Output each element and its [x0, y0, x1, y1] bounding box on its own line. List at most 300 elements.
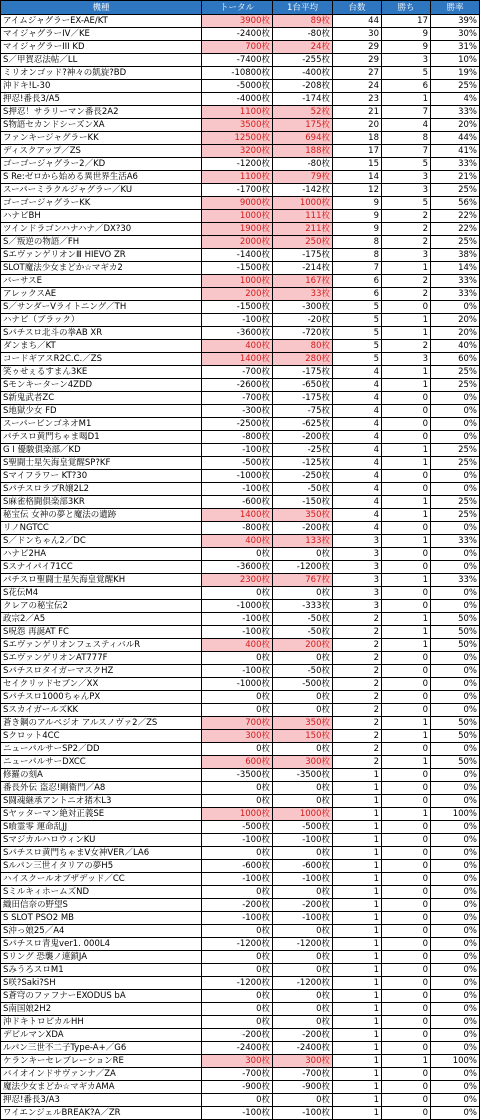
table-row: [1, 483, 480, 496]
win-rate-cell: 50%: [431, 717, 480, 730]
average-cell: -255枚: [273, 54, 333, 67]
wins-cell: 7: [382, 106, 431, 119]
table-row: [1, 522, 480, 535]
count-cell: 44: [333, 15, 382, 28]
win-rate-cell: 0%: [431, 938, 480, 951]
table-row: [1, 691, 480, 704]
total-cell: 3200枚: [202, 145, 273, 158]
count-cell: 12: [333, 184, 382, 197]
table-row: [1, 899, 480, 912]
wins-cell: 1: [382, 626, 431, 639]
machine-name-cell: Sモンキーターン4ZDD: [1, 379, 202, 392]
win-rate-cell: 0%: [431, 483, 480, 496]
average-cell: -100枚: [273, 873, 333, 886]
wins-cell: 1: [382, 535, 431, 548]
total-cell: 1900枚: [202, 223, 273, 236]
machine-name-cell: パチスロ聖闘士星矢海皇覚醒KH: [1, 574, 202, 587]
total-cell: -1200枚: [202, 977, 273, 990]
machine-name-cell: コードギアスR2C.C.／ZS: [1, 353, 202, 366]
count-cell: 4: [333, 379, 382, 392]
count-cell: 1: [333, 938, 382, 951]
win-rate-cell: 50%: [431, 730, 480, 743]
table-row: [1, 639, 480, 652]
wins-cell: 9: [382, 41, 431, 54]
win-rate-cell: 0%: [431, 1107, 480, 1120]
total-cell: -1400枚: [202, 249, 273, 262]
wins-cell: 2: [382, 210, 431, 223]
wins-cell: 0: [382, 418, 431, 431]
total-cell: 0枚: [202, 548, 273, 561]
win-rate-cell: 0%: [431, 392, 480, 405]
win-rate-cell: 0%: [431, 678, 480, 691]
average-cell: -250枚: [273, 470, 333, 483]
win-rate-cell: 100%: [431, 1055, 480, 1068]
table-row: [1, 600, 480, 613]
machine-name-cell: Sパチスロ1000ちゃんPX: [1, 691, 202, 704]
count-cell: 20: [333, 119, 382, 132]
average-cell: 24枚: [273, 41, 333, 54]
average-cell: 33枚: [273, 288, 333, 301]
header-average[interactable]: 1台平均: [273, 1, 333, 15]
machine-name-cell: Sパチスロ黄門ちゃまV女神VER／LA6: [1, 847, 202, 860]
win-rate-cell: 0%: [431, 301, 480, 314]
wins-cell: 1: [382, 314, 431, 327]
average-cell: 0枚: [273, 925, 333, 938]
machine-name-cell: S／ドンちゃん2／DC: [1, 535, 202, 548]
table-row: [1, 444, 480, 457]
count-cell: 30: [333, 28, 382, 41]
win-rate-cell: 20%: [431, 119, 480, 132]
total-cell: -1000枚: [202, 600, 273, 613]
wins-cell: 9: [382, 28, 431, 41]
table-row: [1, 509, 480, 522]
win-rate-cell: 50%: [431, 756, 480, 769]
machine-name-cell: 魔法少女まどか☆マギカAMA: [1, 1081, 202, 1094]
count-cell: 4: [333, 431, 382, 444]
average-cell: 52枚: [273, 106, 333, 119]
count-cell: 1: [333, 1003, 382, 1016]
total-cell: 0枚: [202, 704, 273, 717]
win-rate-cell: 0%: [431, 691, 480, 704]
table-row: [1, 704, 480, 717]
count-cell: 24: [333, 80, 382, 93]
table-row: [1, 314, 480, 327]
wins-cell: 1: [382, 262, 431, 275]
count-cell: 17: [333, 145, 382, 158]
win-rate-cell: 33%: [431, 106, 480, 119]
average-cell: -200枚: [273, 1029, 333, 1042]
count-cell: 1: [333, 1107, 382, 1120]
count-cell: 1: [333, 964, 382, 977]
win-rate-cell: 0%: [431, 1016, 480, 1029]
machine-name-cell: スーパーミラクルジャグラー／KU: [1, 184, 202, 197]
total-cell: -4000枚: [202, 93, 273, 106]
win-rate-cell: 0%: [431, 1068, 480, 1081]
count-cell: 1: [333, 795, 382, 808]
table-row: [1, 275, 480, 288]
machine-name-cell: S／甲賀忍法帖／LL: [1, 54, 202, 67]
total-cell: -7400枚: [202, 54, 273, 67]
total-cell: -200枚: [202, 1029, 273, 1042]
wins-cell: 0: [382, 483, 431, 496]
table-row: [1, 431, 480, 444]
win-rate-cell: 33%: [431, 288, 480, 301]
win-rate-cell: 0%: [431, 418, 480, 431]
wins-cell: 3: [382, 184, 431, 197]
table-row: [1, 1068, 480, 1081]
average-cell: -50枚: [273, 665, 333, 678]
average-cell: 0枚: [273, 1016, 333, 1029]
win-rate-cell: 0%: [431, 925, 480, 938]
count-cell: 9: [333, 210, 382, 223]
machine-name-cell: SミルキィホームズND: [1, 886, 202, 899]
wins-cell: 1: [382, 366, 431, 379]
count-cell: 2: [333, 665, 382, 678]
average-cell: -142枚: [273, 184, 333, 197]
average-cell: 0枚: [273, 1003, 333, 1016]
average-cell: -500枚: [273, 678, 333, 691]
count-cell: 4: [333, 418, 382, 431]
count-cell: 4: [333, 366, 382, 379]
wins-cell: 1: [382, 756, 431, 769]
total-cell: -1200枚: [202, 938, 273, 951]
win-rate-cell: 33%: [431, 275, 480, 288]
total-cell: -800枚: [202, 431, 273, 444]
total-cell: -3500枚: [202, 769, 273, 782]
count-cell: 6: [333, 275, 382, 288]
total-cell: 0枚: [202, 886, 273, 899]
count-cell: 9: [333, 223, 382, 236]
machine-name-cell: S SLOT PSO2 MB: [1, 912, 202, 925]
wins-cell: 0: [382, 938, 431, 951]
table-row: [1, 964, 480, 977]
count-cell: 1: [333, 873, 382, 886]
wins-cell: 2: [382, 275, 431, 288]
average-cell: 0枚: [273, 652, 333, 665]
wins-cell: 0: [382, 834, 431, 847]
total-cell: -100枚: [202, 314, 273, 327]
machine-name-cell: 押忍!番長3/A5: [1, 93, 202, 106]
average-cell: 0枚: [273, 951, 333, 964]
machine-name-cell: ファンキージャグラーKK: [1, 132, 202, 145]
win-rate-cell: 0%: [431, 1094, 480, 1107]
total-cell: -2400枚: [202, 28, 273, 41]
machine-name-cell: ケランキーセレブレーションRE: [1, 1055, 202, 1068]
total-cell: 0枚: [202, 964, 273, 977]
table-row: [1, 288, 480, 301]
win-rate-cell: 4%: [431, 93, 480, 106]
average-cell: -700枚: [273, 1068, 333, 1081]
average-cell: -2400枚: [273, 1042, 333, 1055]
win-rate-cell: 0%: [431, 743, 480, 756]
machine-name-cell: S咲?Saki?SH: [1, 977, 202, 990]
average-cell: -100枚: [273, 912, 333, 925]
machine-name-cell: 政宗2／A5: [1, 613, 202, 626]
win-rate-cell: 25%: [431, 184, 480, 197]
count-cell: 1: [333, 821, 382, 834]
table-row: [1, 756, 480, 769]
wins-cell: 0: [382, 821, 431, 834]
table-row: [1, 93, 480, 106]
average-cell: 0枚: [273, 704, 333, 717]
win-rate-cell: 60%: [431, 353, 480, 366]
machine-name-cell: ダンまち／KT: [1, 340, 202, 353]
machine-name-cell: ディスクアップ／ZS: [1, 145, 202, 158]
average-cell: 250枚: [273, 236, 333, 249]
wins-cell: 0: [382, 782, 431, 795]
total-cell: 0枚: [202, 1003, 273, 1016]
machine-name-cell: ハナビ2HA: [1, 548, 202, 561]
win-rate-cell: 40%: [431, 340, 480, 353]
wins-cell: 0: [382, 886, 431, 899]
total-cell: -5000枚: [202, 80, 273, 93]
machine-name-cell: デビルマンXDA: [1, 1029, 202, 1042]
total-cell: 2300枚: [202, 574, 273, 587]
average-cell: 0枚: [273, 847, 333, 860]
count-cell: 2: [333, 717, 382, 730]
total-cell: -1500枚: [202, 262, 273, 275]
table-row: [1, 821, 480, 834]
average-cell: 80枚: [273, 340, 333, 353]
machine-name-cell: ルパン三世不二子Type-A+／G6: [1, 1042, 202, 1055]
average-cell: 79枚: [273, 171, 333, 184]
total-cell: 0枚: [202, 847, 273, 860]
win-rate-cell: 0%: [431, 1042, 480, 1055]
count-cell: 3: [333, 600, 382, 613]
machine-name-cell: S喰霊零 運命乱JJ: [1, 821, 202, 834]
total-cell: -100枚: [202, 483, 273, 496]
count-cell: 2: [333, 704, 382, 717]
average-cell: -200枚: [273, 899, 333, 912]
machine-name-cell: ミリオンゴッド?神々の凱旋?BD: [1, 67, 202, 80]
wins-cell: 0: [382, 1107, 431, 1120]
wins-cell: 0: [382, 691, 431, 704]
wins-cell: 0: [382, 587, 431, 600]
machine-name-cell: 織田信奈の野望S: [1, 899, 202, 912]
wins-cell: 7: [382, 145, 431, 158]
win-rate-cell: 0%: [431, 665, 480, 678]
table-row: [1, 327, 480, 340]
win-rate-cell: 0%: [431, 600, 480, 613]
average-cell: 0枚: [273, 964, 333, 977]
table-row: [1, 925, 480, 938]
win-rate-cell: 0%: [431, 977, 480, 990]
count-cell: 2: [333, 743, 382, 756]
machine-name-cell: SエヴァンゲリオンAT777F: [1, 652, 202, 665]
count-cell: 2: [333, 639, 382, 652]
wins-cell: 0: [382, 470, 431, 483]
table-row: [1, 54, 480, 67]
average-cell: -200枚: [273, 431, 333, 444]
total-cell: -100枚: [202, 444, 273, 457]
count-cell: 1: [333, 977, 382, 990]
total-cell: 0枚: [202, 925, 273, 938]
wins-cell: 0: [382, 873, 431, 886]
machine-name-cell: ゴーゴージャグラー2／KD: [1, 158, 202, 171]
total-cell: -100枚: [202, 912, 273, 925]
average-cell: 1000枚: [273, 808, 333, 821]
wins-cell: 0: [382, 1029, 431, 1042]
wins-cell: 0: [382, 561, 431, 574]
win-rate-cell: 0%: [431, 704, 480, 717]
machine-name-cell: セイクリッドセブン／XX: [1, 678, 202, 691]
total-cell: 9000枚: [202, 197, 273, 210]
machine-name-cell: スーパービンゴネオM1: [1, 418, 202, 431]
win-rate-cell: 33%: [431, 574, 480, 587]
count-cell: 9: [333, 197, 382, 210]
wins-cell: 0: [382, 678, 431, 691]
wins-cell: 0: [382, 1016, 431, 1029]
average-cell: -208枚: [273, 80, 333, 93]
table-body: [1, 15, 480, 1120]
wins-cell: 0: [382, 899, 431, 912]
total-cell: -100枚: [202, 873, 273, 886]
average-cell: 694枚: [273, 132, 333, 145]
machine-name-cell: Sヤッターマン絶対正義SE: [1, 808, 202, 821]
table-row: [1, 210, 480, 223]
average-cell: -300枚: [273, 301, 333, 314]
machine-name-cell: ワイエンジェルBREAK?A／ZR: [1, 1107, 202, 1120]
count-cell: 1: [333, 990, 382, 1003]
win-rate-cell: 25%: [431, 496, 480, 509]
table-row: [1, 977, 480, 990]
table-row: [1, 652, 480, 665]
table-row: [1, 626, 480, 639]
average-cell: 111枚: [273, 210, 333, 223]
win-rate-cell: 25%: [431, 509, 480, 522]
wins-cell: 1: [382, 93, 431, 106]
wins-cell: 1: [382, 574, 431, 587]
wins-cell: 3: [382, 249, 431, 262]
count-cell: 1: [333, 1016, 382, 1029]
machine-name-cell: Sマイフラワー KT?30: [1, 470, 202, 483]
average-cell: -333枚: [273, 600, 333, 613]
machine-name-cell: S花伝M4: [1, 587, 202, 600]
header-total[interactable]: トータル: [202, 1, 273, 15]
win-rate-cell: 14%: [431, 262, 480, 275]
wins-cell: 0: [382, 1081, 431, 1094]
average-cell: -720枚: [273, 327, 333, 340]
machine-name-cell: 秘宝伝 女神の夢と魔法の遺跡: [1, 509, 202, 522]
average-cell: 350枚: [273, 509, 333, 522]
count-cell: 4: [333, 392, 382, 405]
wins-cell: 0: [382, 548, 431, 561]
win-rate-cell: 22%: [431, 223, 480, 236]
table-row: [1, 106, 480, 119]
wins-cell: 17: [382, 15, 431, 28]
machine-name-cell: バーサスE: [1, 275, 202, 288]
total-cell: -100枚: [202, 665, 273, 678]
average-cell: -175枚: [273, 392, 333, 405]
wins-cell: 1: [382, 808, 431, 821]
header-wins[interactable]: 勝ち: [382, 1, 431, 15]
win-rate-cell: 19%: [431, 67, 480, 80]
win-rate-cell: 10%: [431, 54, 480, 67]
table-row: [1, 886, 480, 899]
machine-name-cell: ニューパルサーSP2／DD: [1, 743, 202, 756]
machine-name-cell: 蒼き鋼のアルペジオ アルスノヴァ2／ZS: [1, 717, 202, 730]
table-row: [1, 41, 480, 54]
average-cell: 350枚: [273, 717, 333, 730]
total-cell: 1400枚: [202, 353, 273, 366]
count-cell: 2: [333, 613, 382, 626]
wins-cell: 0: [382, 1003, 431, 1016]
average-cell: 1000枚: [273, 197, 333, 210]
machine-name-cell: Sルパン三世イタリアの夢H5: [1, 860, 202, 873]
table-row: [1, 847, 480, 860]
table-row: [1, 28, 480, 41]
wins-cell: 0: [382, 990, 431, 1003]
wins-cell: 1: [382, 717, 431, 730]
table-row: [1, 561, 480, 574]
average-cell: -650枚: [273, 379, 333, 392]
average-cell: 200枚: [273, 639, 333, 652]
header-win-rate[interactable]: 勝率: [431, 1, 480, 15]
total-cell: 1000枚: [202, 210, 273, 223]
header-count[interactable]: 台数: [333, 1, 382, 15]
average-cell: 0枚: [273, 886, 333, 899]
table-row: [1, 496, 480, 509]
average-cell: -600枚: [273, 860, 333, 873]
win-rate-cell: 0%: [431, 405, 480, 418]
total-cell: 400枚: [202, 340, 273, 353]
count-cell: 8: [333, 236, 382, 249]
win-rate-cell: 0%: [431, 782, 480, 795]
total-cell: 400枚: [202, 639, 273, 652]
total-cell: -500枚: [202, 821, 273, 834]
total-cell: 0枚: [202, 782, 273, 795]
average-cell: -80枚: [273, 28, 333, 41]
total-cell: -1000枚: [202, 470, 273, 483]
table-row: [1, 223, 480, 236]
average-cell: -1200枚: [273, 561, 333, 574]
machine-name-cell: S地獄少女 FD: [1, 405, 202, 418]
win-rate-cell: 33%: [431, 535, 480, 548]
machine-name-cell: アレックスAE: [1, 288, 202, 301]
table-row: [1, 548, 480, 561]
count-cell: 3: [333, 574, 382, 587]
machine-name-cell: ハナビBH: [1, 210, 202, 223]
average-cell: -75枚: [273, 405, 333, 418]
average-cell: 133枚: [273, 535, 333, 548]
table-row: [1, 236, 480, 249]
wins-cell: 0: [382, 951, 431, 964]
wins-cell: 0: [382, 977, 431, 990]
wins-cell: 0: [382, 964, 431, 977]
wins-cell: 1: [382, 639, 431, 652]
machine-name-cell: マイジャグラーIV／KE: [1, 28, 202, 41]
win-rate-cell: 56%: [431, 197, 480, 210]
average-cell: -400枚: [273, 67, 333, 80]
machine-name-cell: S南国娘2H2: [1, 1003, 202, 1016]
machine-name-cell: S闘魂継承アントニオ猪木L3: [1, 795, 202, 808]
wins-cell: 1: [382, 509, 431, 522]
table-row: [1, 80, 480, 93]
average-cell: -20枚: [273, 314, 333, 327]
wins-cell: 1: [382, 730, 431, 743]
machine-name-cell: 押忍!番長3/A3: [1, 1094, 202, 1107]
table-row: [1, 340, 480, 353]
total-cell: 0枚: [202, 1016, 273, 1029]
win-rate-cell: 0%: [431, 1003, 480, 1016]
average-cell: -175枚: [273, 249, 333, 262]
count-cell: 4: [333, 483, 382, 496]
count-cell: 1: [333, 925, 382, 938]
wins-cell: 2: [382, 288, 431, 301]
machine-name-cell: S押忍！サラリーマン番長2A2: [1, 106, 202, 119]
header-machine[interactable]: 機種: [1, 1, 202, 15]
table-row: [1, 912, 480, 925]
